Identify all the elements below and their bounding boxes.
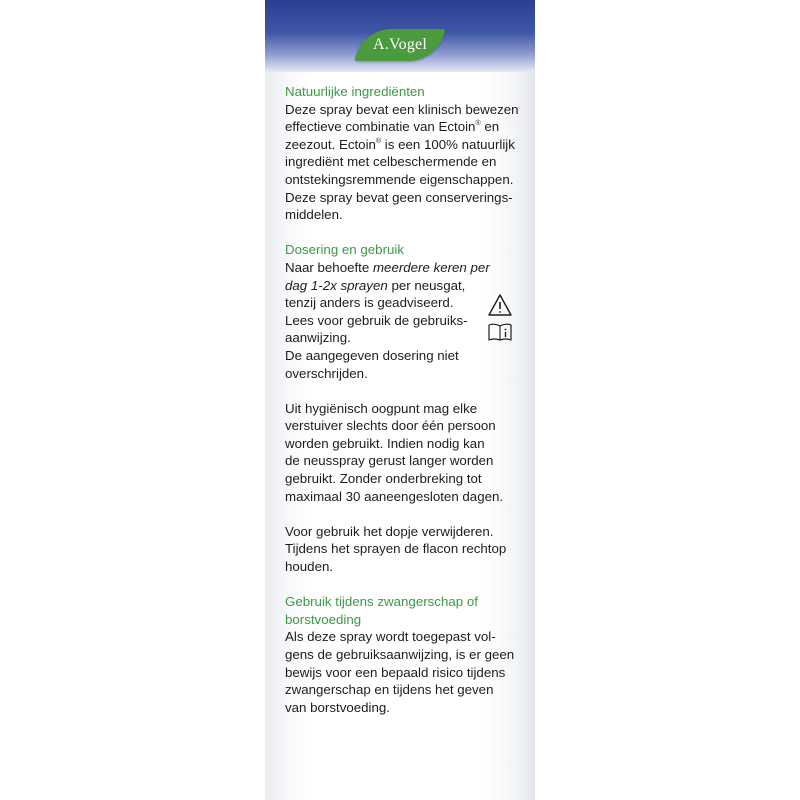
text-line: de neusspray gerust langer worden [285,453,494,469]
text-line: gens de gebruiksaanwijzing, is er geen [285,647,515,662]
text-line: ingrediënt met celbeschermende en [285,154,497,170]
consult-instructions-icon [487,322,513,342]
heading-dosage: Dosering en gebruik [285,242,405,258]
text-line: Uit hygiënisch oogpunt mag elke [285,400,478,416]
text-line: overschrijden. [285,365,368,381]
heading-pregnancy-cont: borstvoeding [285,611,362,627]
text-line: Tijdens het sprayen de flacon rechtop [285,541,507,557]
text-line: verstuiver slechts door één persoon [285,418,496,434]
text-line: gebruikt. Zonder onderbreking tot [285,471,482,487]
text-line: Lees voor gebruik de gebruiks- [285,312,468,328]
text-line: aanwijzing. [285,330,351,346]
text-line: Deze spray bevat geen conserverings- [285,189,513,205]
text-line: Voor gebruik het dopje verwijderen. [285,523,494,539]
text-line: ontstekingsremmende eigenschappen. [285,171,514,187]
text-line: zeezout. Ectoin® is een 100% natuurlijk [285,136,515,152]
text-line: Als deze spray wordt toegepast vol- [285,629,496,645]
text-line: maximaal 30 aaneengesloten dagen. [285,488,504,504]
text-line: effectieve combinatie van Ectoin® en [285,119,500,135]
label-text [285,83,535,716]
text-line: houden. [285,559,334,575]
text-line: zwangerschap en tijdens het geven [285,682,494,698]
text-line: Deze spray bevat een klinisch bewezen [285,101,519,117]
heading-pregnancy: Gebruik tijdens zwangerschap of [285,594,478,610]
warning-icon [487,293,513,317]
text-line: dag 1-2x sprayen per neusgat, [285,277,466,293]
text-line: bewijs voor een bepaald risico tijdens [285,664,506,680]
text-line: tenzij anders is geadviseerd. [285,295,454,311]
text-line: De aangegeven dosering niet [285,347,459,363]
heading-natural-ingredients: Natuurlijke ingrediënten [285,84,425,99]
text-line: Naar behoefte meerdere keren per [285,259,490,275]
text-line: worden gebruikt. Indien nodig kan [285,435,485,451]
text-line: middelen. [285,207,343,223]
brand-logo-text: A.Vogel [373,36,427,53]
text-line: van borstvoeding. [285,699,390,715]
regulatory-icons [487,293,515,342]
